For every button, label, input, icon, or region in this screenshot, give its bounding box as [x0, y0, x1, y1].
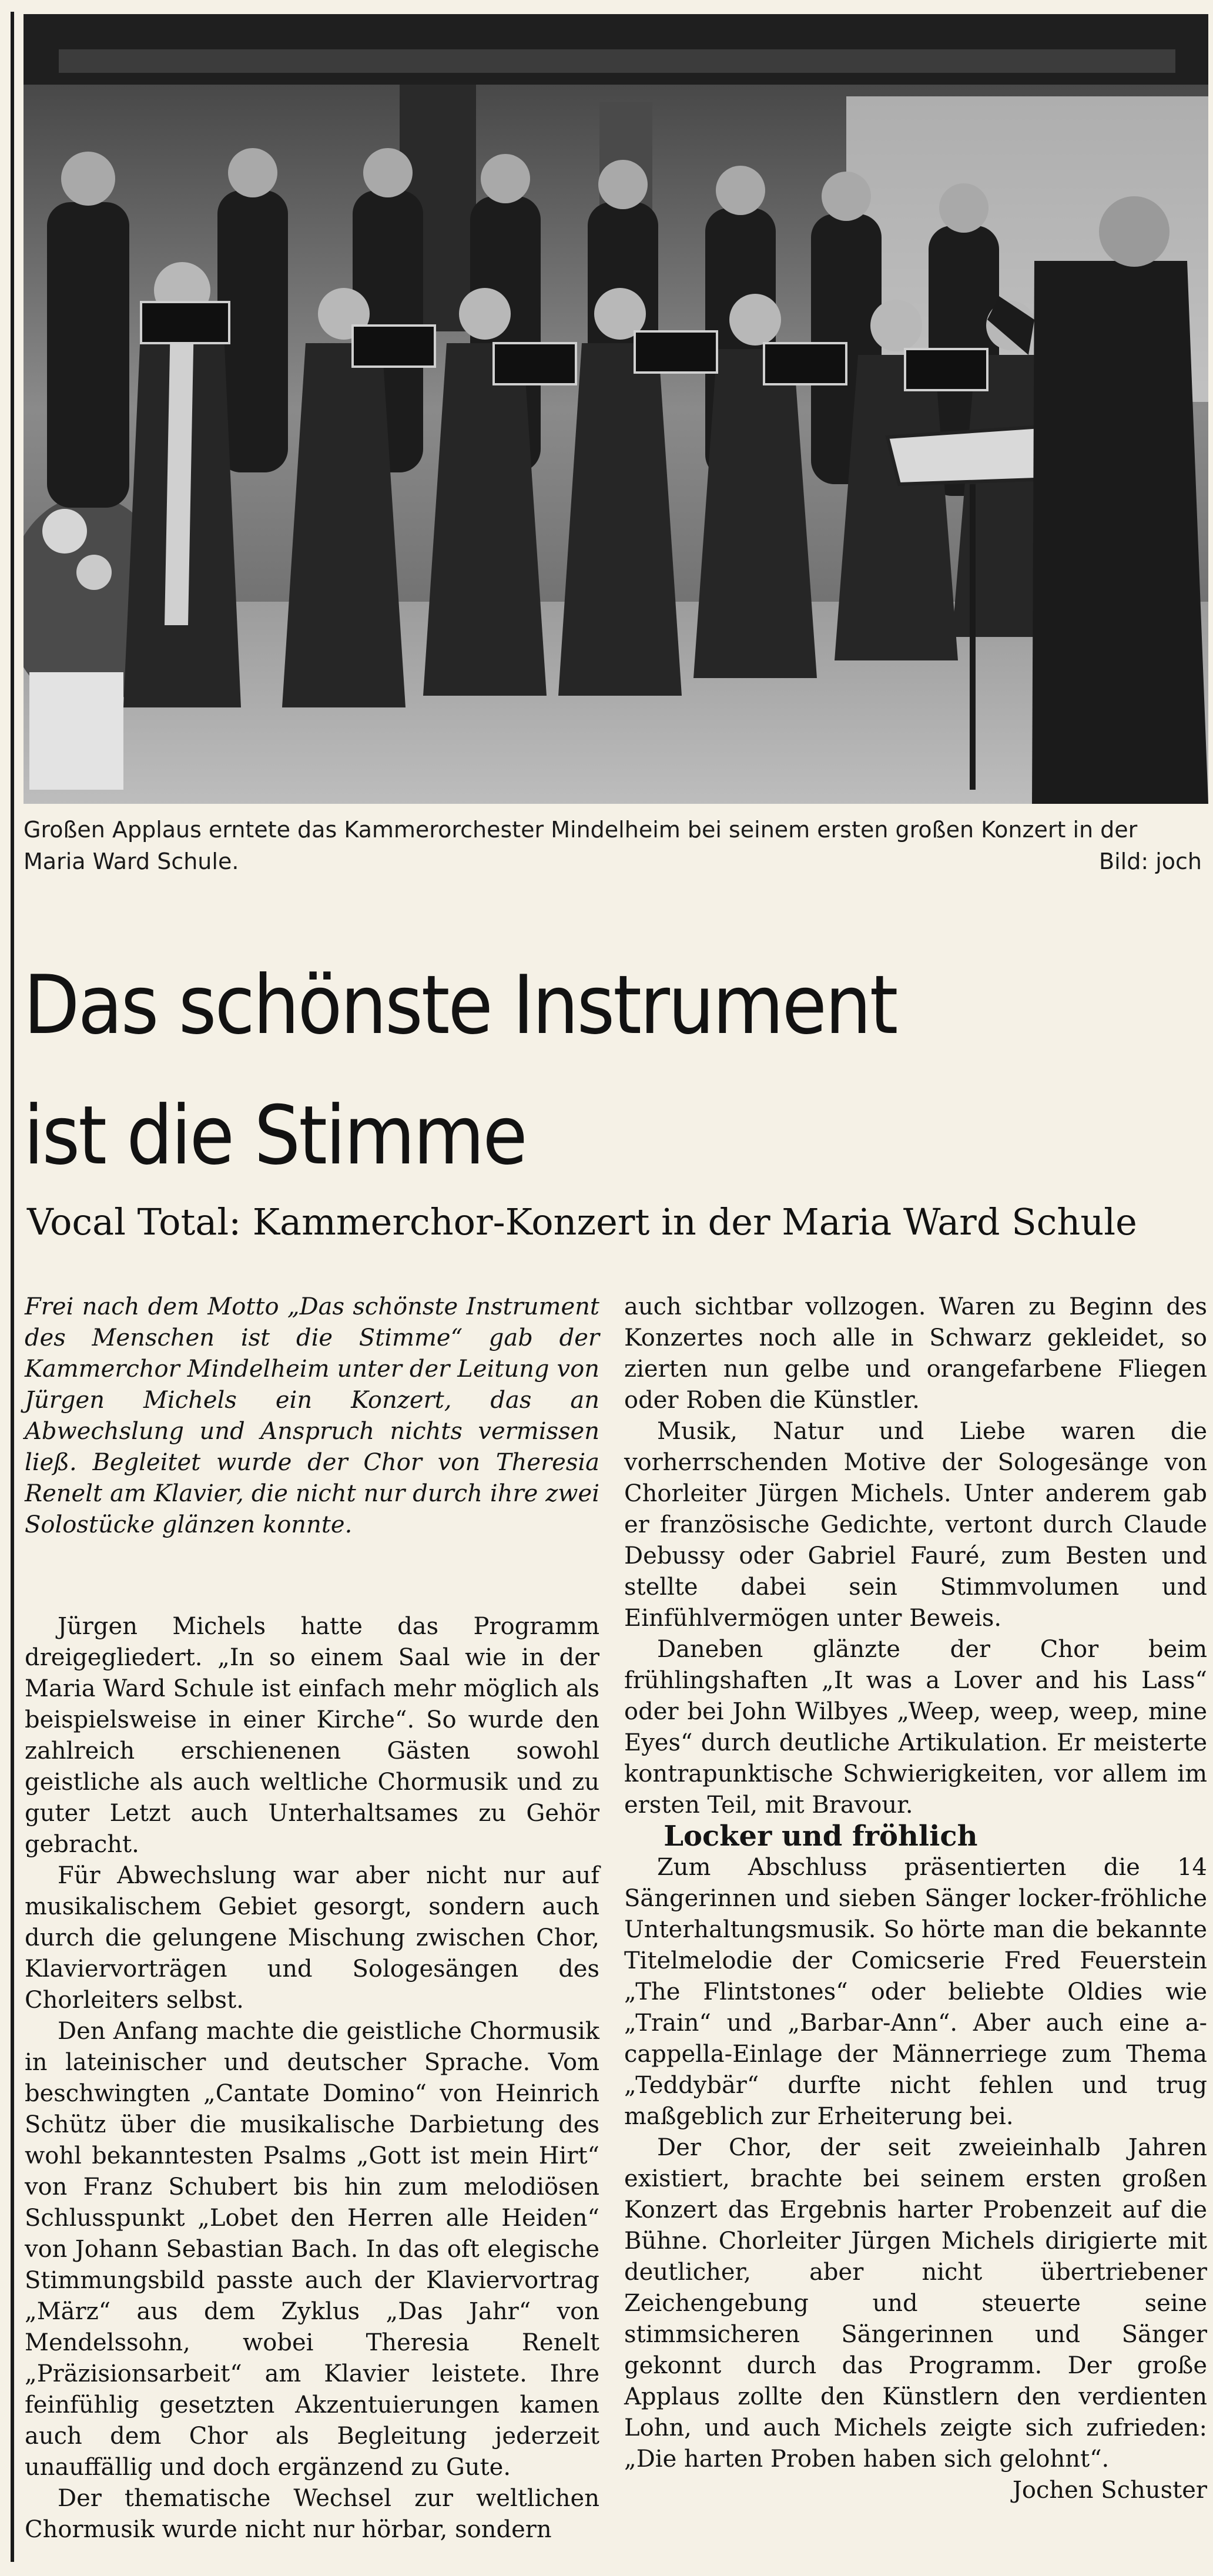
body-paragraph: Jürgen Michels hatte das Programm dreigegliedert. „In so einem Saal wie in der Maria Ward Schule ist einfach mehr möglich als beispielsweise in einer Kirche“. So wurde den zahlreich erschienenen Gästen sowohl geistliche als auch weltliche Chormusik und zu guter Letzt auch Unterhaltsames zu Gehör gebracht.	[25, 1613, 599, 1858]
body-paragraph	[624, 2132, 1207, 2504]
body-paragraph: Zum Abschluss präsentierten die 14 Sängerinnen und sieben Sänger locker-fröhliche Unterhaltungsmusik. So hörte man die bekannte Titelmelodie der Comicserie Fred Feuerstein „The Flintstones“ oder beliebte Oldies wie „Train“ und „Barbar-Ann“. Aber auch eine a-cappella-Einlage der Männerriege zum Thema „Teddybär“ durfte nicht fehlen und trug maßgeblich zur Erheiterung bei.	[624, 1854, 1207, 2130]
article-lead: Frei nach dem Motto „Das schönste Instrument des Menschen ist die Stimme“ gab der Kammerchor Mindelheim unter der Leitung von Jürgen Michels ein Konzert, das an Abwechslung und Anspruch nichts vermissen ließ. Begleitet wurde der Chor von Theresia Renelt am Klavier, die nicht nur durch ihre zwei Solostücke glänzen konnte.	[25, 1293, 599, 1538]
caption-text: Großen Applaus erntete das Kammerorchester Mindelheim bei seinem ersten großen Konzert in der Maria Ward Schule.	[24, 817, 1138, 874]
body-paragraph: Der thematische Wechsel zur weltlichen Chormusik wurde nicht nur hörbar, sondern	[25, 2485, 599, 2543]
body-paragraph: Den Anfang machte die geistliche Chormusik in lateinischer und deutscher Sprache. Vom beschwingten „Cantate Domino“ von Heinrich Schütz über die musikalische Darbietung des wohl bekanntesten Psalms „Gott ist mein Hirt“ von Franz Schubert bis hin zum melodiösen Schlusspunkt „Lobet den Herren alle Heiden“ von Johann Sebastian Bach. In das oft elegische Stimmungsbild passte auch der Klaviervortrag „März“ aus dem Zyklus „Das Jahr“ von Mendelssohn, wobei Theresia Renelt „Präzisionsarbeit“ am Klavier leistete. Ihre feinfühlig gesetzten Akzentuierungen kamen auch dem Chor als Begleitung jederzeit unauffällig und doch ergänzend zu Gute.	[25, 2018, 599, 2481]
headline-line-1: Das schönste Instrument	[24, 958, 897, 1052]
clipping-edge	[11, 12, 14, 2562]
choir-photo	[24, 14, 1208, 804]
article-subheadline: Vocal Total: Kammerchor-Konzert in der Maria Ward Schule	[27, 1200, 1137, 1243]
article-column-left	[25, 1292, 599, 2545]
headline-line-2: ist die Stimme	[24, 1088, 526, 1183]
article-headline	[24, 940, 1205, 1201]
body-paragraph: Daneben glänzte der Chor beim frühlingshaften „It was a Lover and his Lass“ oder bei John Wilbyes „Weep, weep, weep, mine Eyes“ durch deutliche Artikulation. Er meisterte kontrapunktische Schwierigkeiten, vor allem im ersten Teil, mit Bravour.	[624, 1636, 1207, 1819]
article-author: Jochen Schuster	[1012, 2477, 1207, 2504]
article-column-right	[624, 1292, 1207, 2506]
body-paragraph: Musik, Natur und Liebe waren die vorherrschenden Motive der Sologesänge von Chorleiter Jürgen Michels. Unter anderem gab er französische Gedichte, vertont durch Claude Debussy oder Gabriel Fauré, zum Besten und stellte dabei sein Stimmvolumen und Einfühlvermögen unter Beweis.	[624, 1418, 1207, 1632]
photo-caption	[24, 814, 1202, 877]
section-subhead: Locker und fröhlich	[664, 1820, 978, 1853]
photo-credit: Bild: joch	[1099, 848, 1202, 874]
body-paragraph: auch sichtbar vollzogen. Waren zu Beginn des Konzertes noch alle in Schwarz gekleidet, so zierten nun gelbe und orangefarbene Fliegen oder Roben die Künstler.	[624, 1293, 1207, 1414]
closing-paragraph-text: Der Chor, der seit zweieinhalb Jahren existiert, brachte bei seinem ersten großen Konzert das Ergebnis harter Probenzeit auf die Bühne. Chorleiter Jürgen Michels dirigierte mit deutlicher, aber nicht übertriebener Zeichengebung und steuerte seine stimmsicheren Sängerinnen und Sänger gekonnt durch das Programm. Der große Applaus zollte den Künstlern den verdienten Lohn, und auch Michels zeigte sich zufrieden: „Die harten Proben haben sich gelohnt“.	[624, 2134, 1207, 2473]
lead-block	[25, 1292, 599, 1541]
choir-photo-illustration	[24, 14, 1208, 804]
body-paragraph: Für Abwechslung war aber nicht nur auf musikalischem Gebiet gesorgt, sondern auch durch die gelungene Mischung zwischen Chor, Klaviervorträgen und Sologesängen des Chorleiters selbst.	[25, 1862, 599, 2014]
